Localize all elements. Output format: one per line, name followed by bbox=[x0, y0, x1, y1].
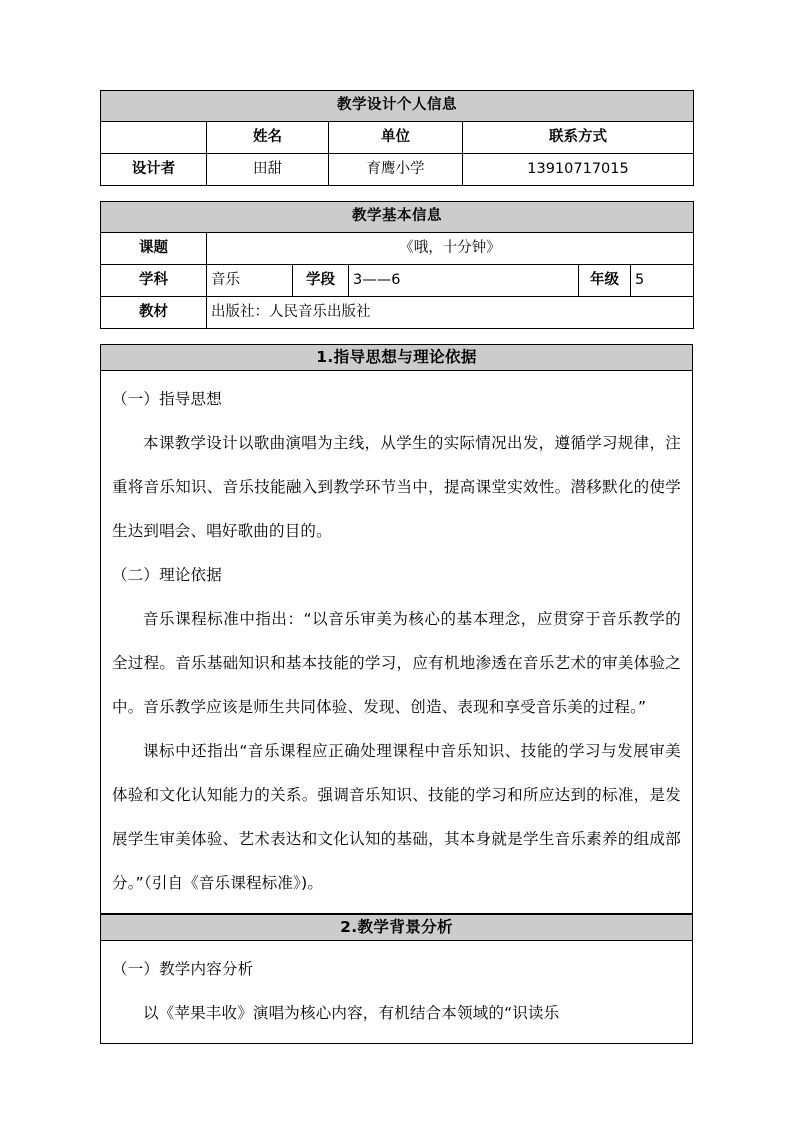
section-1-banner: 1.指导思想与理论依据 bbox=[100, 344, 693, 371]
section-1-paragraph-3: 课标中还指出“音乐课程应正确处理课程中音乐知识、技能的学习与发展审美体验和文化认知能力的关系。强调音乐知识、技能的学习和所应达到的标准，是发展学生审美体验、艺术表达和文化认知的基础，其本身就是学生音乐素养的组成部分。”（引自《音乐课程标准》)。 bbox=[112, 742, 681, 892]
section-2-paragraph-1: 以《苹果丰收》演唱为核心内容，有机结合本领域的“识读乐 bbox=[143, 1004, 560, 1022]
table-gap-2 bbox=[100, 329, 693, 344]
basic-info-table bbox=[100, 201, 694, 329]
personal-info-table bbox=[100, 90, 694, 186]
section-1-sub-heading-1: （一）指导思想 bbox=[112, 390, 222, 408]
section-1-paragraph-2: 音乐课程标准中指出：“以音乐审美为核心的基本理念，应贯穿于音乐教学的全过程。音乐基础知识和基本技能的学习，应有机地渗透在音乐艺术的审美体验之中。音乐教学应该是师生共同体验、发现、创造、表现和享受音乐美的过程。” bbox=[112, 610, 681, 716]
section-1-body bbox=[100, 371, 693, 914]
table-row bbox=[101, 297, 694, 329]
header-blank-cell bbox=[101, 122, 207, 154]
table-row bbox=[101, 122, 694, 154]
section-2-banner: 2.教学背景分析 bbox=[100, 914, 693, 941]
section-1-sub-heading-2: （二）理论依据 bbox=[112, 566, 222, 584]
table-row bbox=[101, 154, 694, 186]
table-row bbox=[101, 91, 694, 122]
label-topic: 课题 bbox=[101, 233, 207, 265]
value-topic: 《哦，十分钟》 bbox=[207, 233, 694, 265]
label-textbook: 教材 bbox=[101, 297, 207, 329]
table-row bbox=[101, 202, 694, 233]
value-subject: 音乐 bbox=[207, 265, 293, 297]
basic-info-banner: 教学基本信息 bbox=[101, 202, 694, 233]
header-name: 姓名 bbox=[207, 122, 329, 154]
table-row bbox=[101, 265, 694, 297]
label-stage: 学段 bbox=[293, 265, 349, 297]
value-unit: 育鹰小学 bbox=[329, 154, 463, 186]
label-grade: 年级 bbox=[579, 265, 631, 297]
table-gap bbox=[100, 186, 693, 201]
section-1-paragraph-1: 本课教学设计以歌曲演唱为主线，从学生的实际情况出发，遵循学习规律，注重将音乐知识、音乐技能融入到教学环节当中，提高课堂实效性。潜移默化的使学生达到唱会、唱好歌曲的目的。 bbox=[112, 434, 681, 540]
label-subject: 学科 bbox=[101, 265, 207, 297]
value-name: 田甜 bbox=[207, 154, 329, 186]
section-2-body bbox=[100, 941, 693, 1044]
table-row bbox=[101, 233, 694, 265]
value-stage: 3——6 bbox=[349, 265, 579, 297]
row-label-designer: 设计者 bbox=[101, 154, 207, 186]
value-textbook: 出版社：人民音乐出版社 bbox=[207, 297, 694, 329]
value-grade: 5 bbox=[631, 265, 694, 297]
section-2-sub-heading-1: （一）教学内容分析 bbox=[112, 960, 254, 978]
personal-info-banner: 教学设计个人信息 bbox=[101, 91, 694, 122]
header-contact: 联系方式 bbox=[463, 122, 694, 154]
header-unit: 单位 bbox=[329, 122, 463, 154]
value-contact: 13910717015 bbox=[463, 154, 694, 186]
